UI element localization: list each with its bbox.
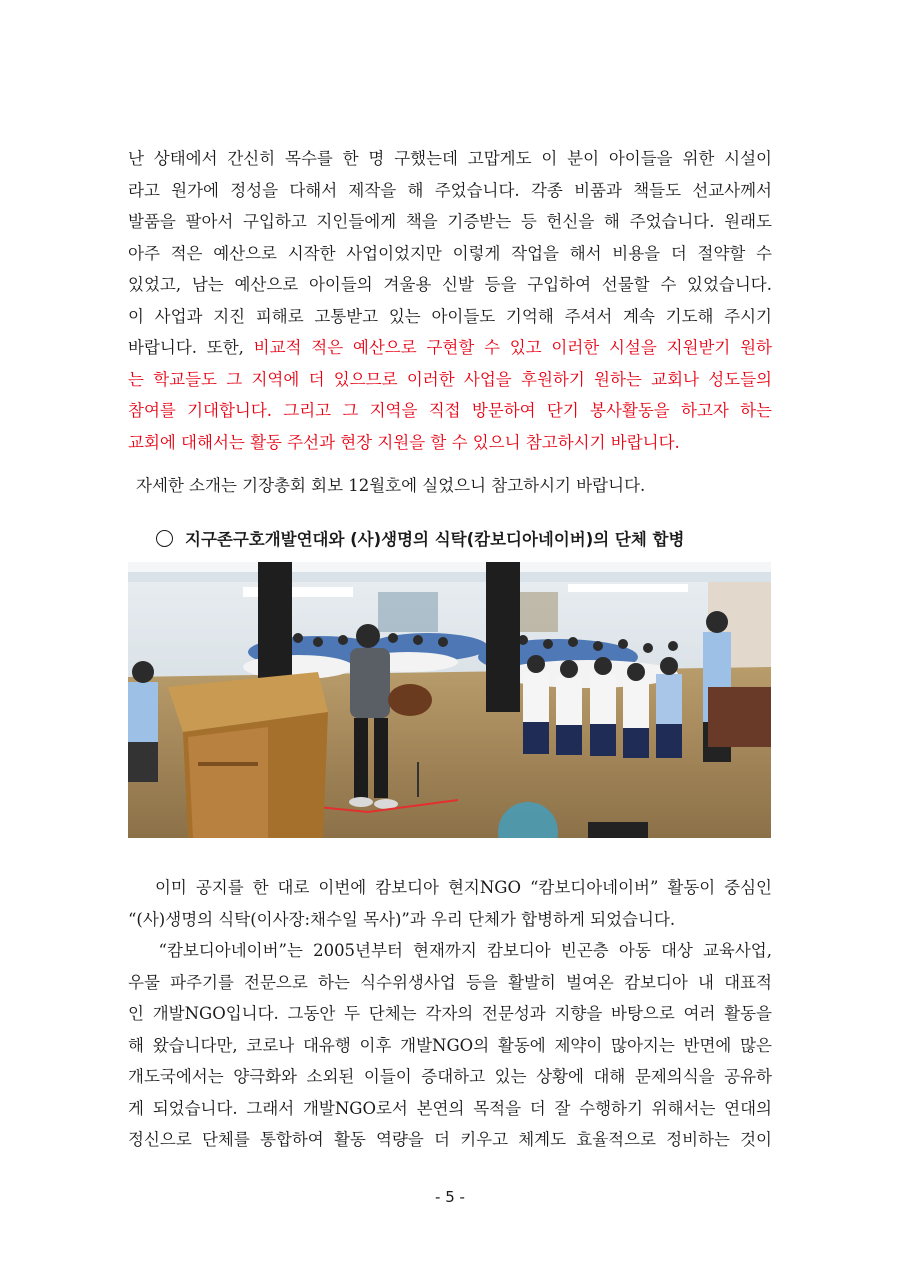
text-line: 게 되었습니다. 그래서 개발NGO로서 본연의 목적을 더 잘 수행하기 위해서는 연대의 <box>128 1098 772 1118</box>
photo-illustration <box>128 562 771 838</box>
event-photo <box>128 562 771 838</box>
text-line: 라고 원가에 정성을 다해서 제작을 해 주었습니다. 각종 비품과 책들도 선교사께서 <box>128 180 772 200</box>
text-line: 아주 적은 예산으로 시작한 사업이었지만 이렇게 작업을 해서 비용을 더 절약할 수 <box>128 243 772 263</box>
text-line: 발품을 팔아서 구입하고 지인들에게 책을 기증받는 등 헌신을 해 주었습니다. 원래도 <box>128 212 772 231</box>
section-heading <box>156 526 684 554</box>
text-line: 난 상태에서 간신히 목수를 한 명 구했는데 고맙게도 이 분이 아이들을 위한 시설이 <box>128 149 772 168</box>
text-line: 해 왔습니다만, 코로나 대유행 이후 개발NGO의 활동에 제약이 많아지는 반면에 많은 <box>128 1035 772 1055</box>
reference-note: 자세한 소개는 기장총회 회보 12월호에 실었으니 참고하시기 바랍니다. <box>136 476 646 495</box>
text-line: 우물 파주기를 전문으로 하는 식수위생사업 등을 활발히 벌여온 캄보디아 내 대표적 <box>128 972 772 992</box>
text-line: 이미 공지를 한 대로 이번에 캄보디아 현지NGO “캄보디아네이버” 활동이 중심인 <box>128 878 772 897</box>
paragraph-intro <box>128 143 772 458</box>
text-line-highlight: 는 학교들도 그 지역에 더 있으므로 이러한 사업을 후원하기 원하는 교회나 성도들의 <box>128 369 772 389</box>
paragraph-merger <box>128 872 772 1156</box>
section-heading-text: 지구존구호개발연대와 (사)생명의 식탁(캄보디아네이버)의 단체 합병 <box>185 530 685 549</box>
text-line <box>128 332 772 364</box>
text-highlight: 비교적 적은 예산으로 구현할 수 있고 이러한 시설을 지원받기 원하 <box>253 338 772 357</box>
text-line: 있었고, 남는 예산으로 아이들의 겨울용 신발 등을 구입하여 선물할 수 있었습니다. <box>128 275 772 294</box>
text-line: “캄보디아네이버”는 2005년부터 현재까지 캄보디아 빈곤층 아동 대상 교육사업, <box>128 941 772 960</box>
text-line-highlight: 참여를 기대합니다. 그리고 그 지역을 직접 방문하여 단기 봉사활동을 하고자 하는 <box>128 401 772 420</box>
text-line-highlight: 교회에 대해서는 활동 주선과 현장 지원을 할 수 있으니 참고하시기 바랍니다. <box>128 432 680 452</box>
text-line: “(사)생명의 식탁(이사장:채수일 목사)”과 우리 단체가 합병하게 되었습니다. <box>128 909 676 929</box>
text-black: 바랍니다. 또한, <box>128 338 254 357</box>
page-number: - 5 - <box>435 1188 465 1206</box>
text-line: 이 사업과 지진 피해로 고통받고 있는 아이들도 기억해 주셔서 계속 기도해 주시기 <box>128 306 772 326</box>
circle-bullet-icon <box>156 530 173 547</box>
text-line: 인 개발NGO입니다. 그동안 두 단체는 각자의 전문성과 지향을 바탕으로 여러 활동을 <box>128 1004 772 1023</box>
text-line: 개도국에서는 양극화와 소외된 이들이 증대하고 있는 상황에 대해 문제의식을 공유하 <box>128 1067 772 1086</box>
text-line: 정신으로 단체를 통합하여 활동 역량을 더 키우고 체계도 효율적으로 정비하는 것이 <box>128 1130 772 1149</box>
